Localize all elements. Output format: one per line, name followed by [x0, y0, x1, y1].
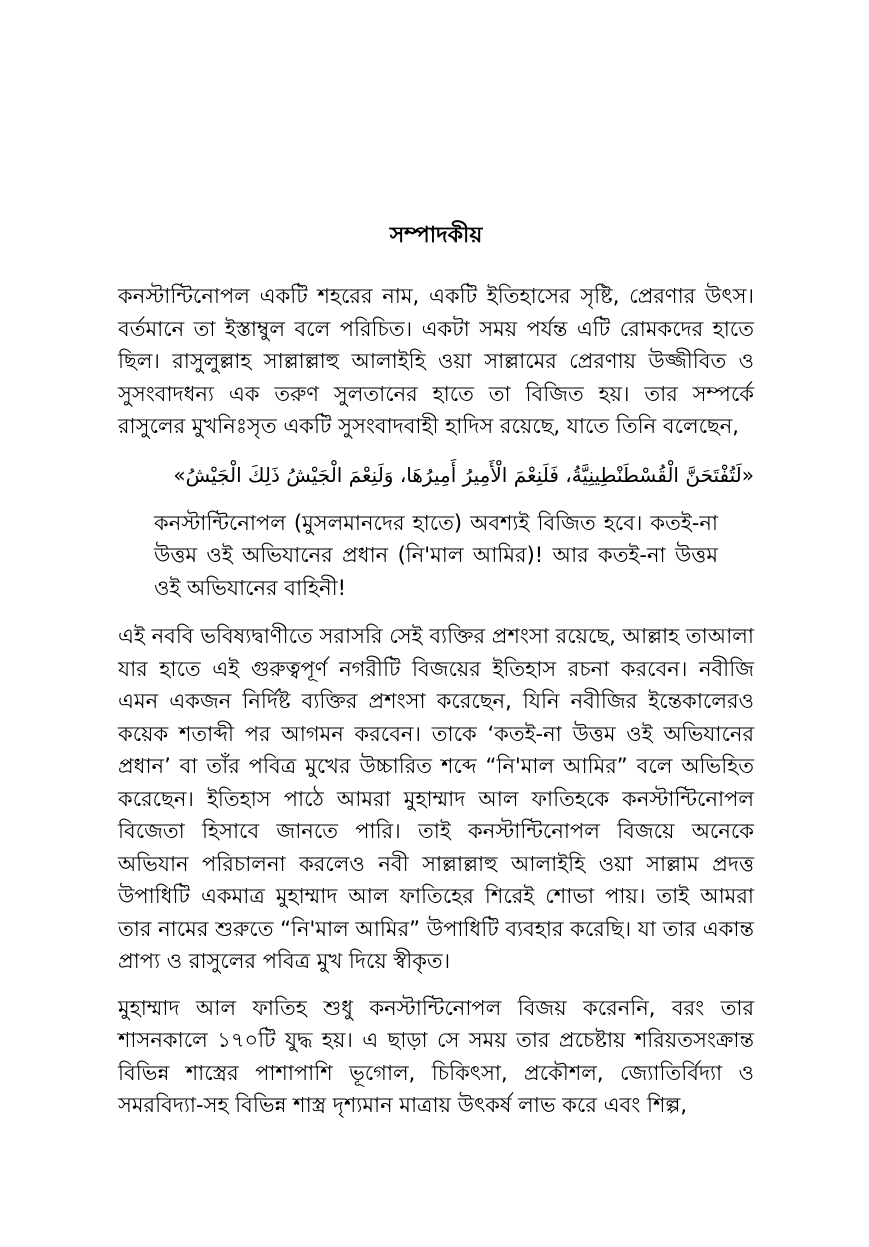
document-page [118, 218, 754, 1122]
hadith-translation: কনস্টান্টিনোপল (মুসলমানদের হাতে) অবশ্যই বিজিত হবে। কতই-না উত্তম ওই অভিযানের প্রধান (নি'মাল আমির)! আর কতই-না উত্তম ওই অভিযানের বাহিনী! [154, 510, 718, 600]
prophecy-paragraph: এই নববি ভবিষ্যদ্বাণীতে সরাসরি সেই ব্যক্তির প্রশংসা রয়েছে, আল্লাহ তাআলা যার হাতে এই গুরুত্বপূর্ণ নগরীটি বিজয়ের ইতিহাস রচনা করবেন। নবীজি এমন একজন নির্দিষ্ট ব্যক্তির প্রশংসা করেছেন, যিনি নবীজির ইন্তেকালেরও কয়েক শতাব্দী পর আগমন করবেন। তাকে ‘কতই-না উত্তম ওই অভিযানের প্রধান’ বা তাঁর পবিত্র মুখের উচ্চারিত শব্দে “নি'মাল আমির” বলে অভিহিত করেছেন। ইতিহাস পাঠে আমরা মুহাম্মাদ আল ফাতিহকে কনস্টান্টিনোপল বিজেতা হিসাবে জানতে পারি। তাই কনস্টান্টিনোপল বিজয়ে অনেকে অভিযান পরিচালনা করলেও নবী সাল্লাল্লাহু আলাইহি ওয়া সাল্লাম প্রদত্ত উপাধিটি একমাত্র মুহাম্মাদ আল ফাতিহের শিরেই শোভা পায়। তাই আমরা তার নামের শুরুতে “নি'মাল আমির” উপাধিটি ব্যবহার করেছি। যা তার একান্ত প্রাপ্য ও রাসুলের পবিত্র মুখ দিয়ে স্বীকৃত। [118, 624, 754, 973]
achievements-paragraph: মুহাম্মাদ আল ফাতিহ শুধু কনস্টান্টিনোপল বিজয় করেননি, বরং তার শাসনকালে ১৭০টি যুদ্ধ হয়। এ ছাড়া সে সময় তার প্রচেষ্টায় শরিয়তসংক্রান্ত বিভিন্ন শাস্ত্রের পাশাপাশি ভূগোল, চিকিৎসা, প্রকৌশল, জ্যোতির্বিদ্যা ও সমরবিদ্যা-সহ বিভিন্ন শাস্ত্র দৃশ্যমান মাত্রায় উৎকর্ষ লাভ করে এবং শিল্প, [118, 995, 754, 1117]
page-title: সম্পাদকীয় [389, 223, 483, 248]
hadith-arabic-quote: «لَتُفْتَحَنَّ الْقُسْطَنْطِينِيَّةُ، فَلَنِعْمَ الْأَمِيرُ أَمِيرُهَا، وَلَنِعْمَ الْجَيْشُ ذَلِكَ الْجَيْشُ» [173, 462, 754, 487]
intro-paragraph: কনস্টান্টিনোপল একটি শহরের নাম, একটি ইতিহাসের সৃষ্টি, প্রেরণার উৎস। বর্তমানে তা ইস্তাম্বুল বলে পরিচিত। একটা সময় পর্যন্ত এটি রোমকদের হাতে ছিল। রাসুলুল্লাহ সাল্লাল্লাহু আলাইহি ওয়া সাল্লামের প্রেরণায় উজ্জীবিত ও সুসংবাদধন্য এক তরুণ সুলতানের হাতে তা বিজিত হয়। তার সম্পর্কে রাসুলের মুখনিঃসৃত একটি সুসংবাদবাহী হাদিস রয়েছে, যাতে তিনি বলেছেন, [118, 284, 754, 438]
